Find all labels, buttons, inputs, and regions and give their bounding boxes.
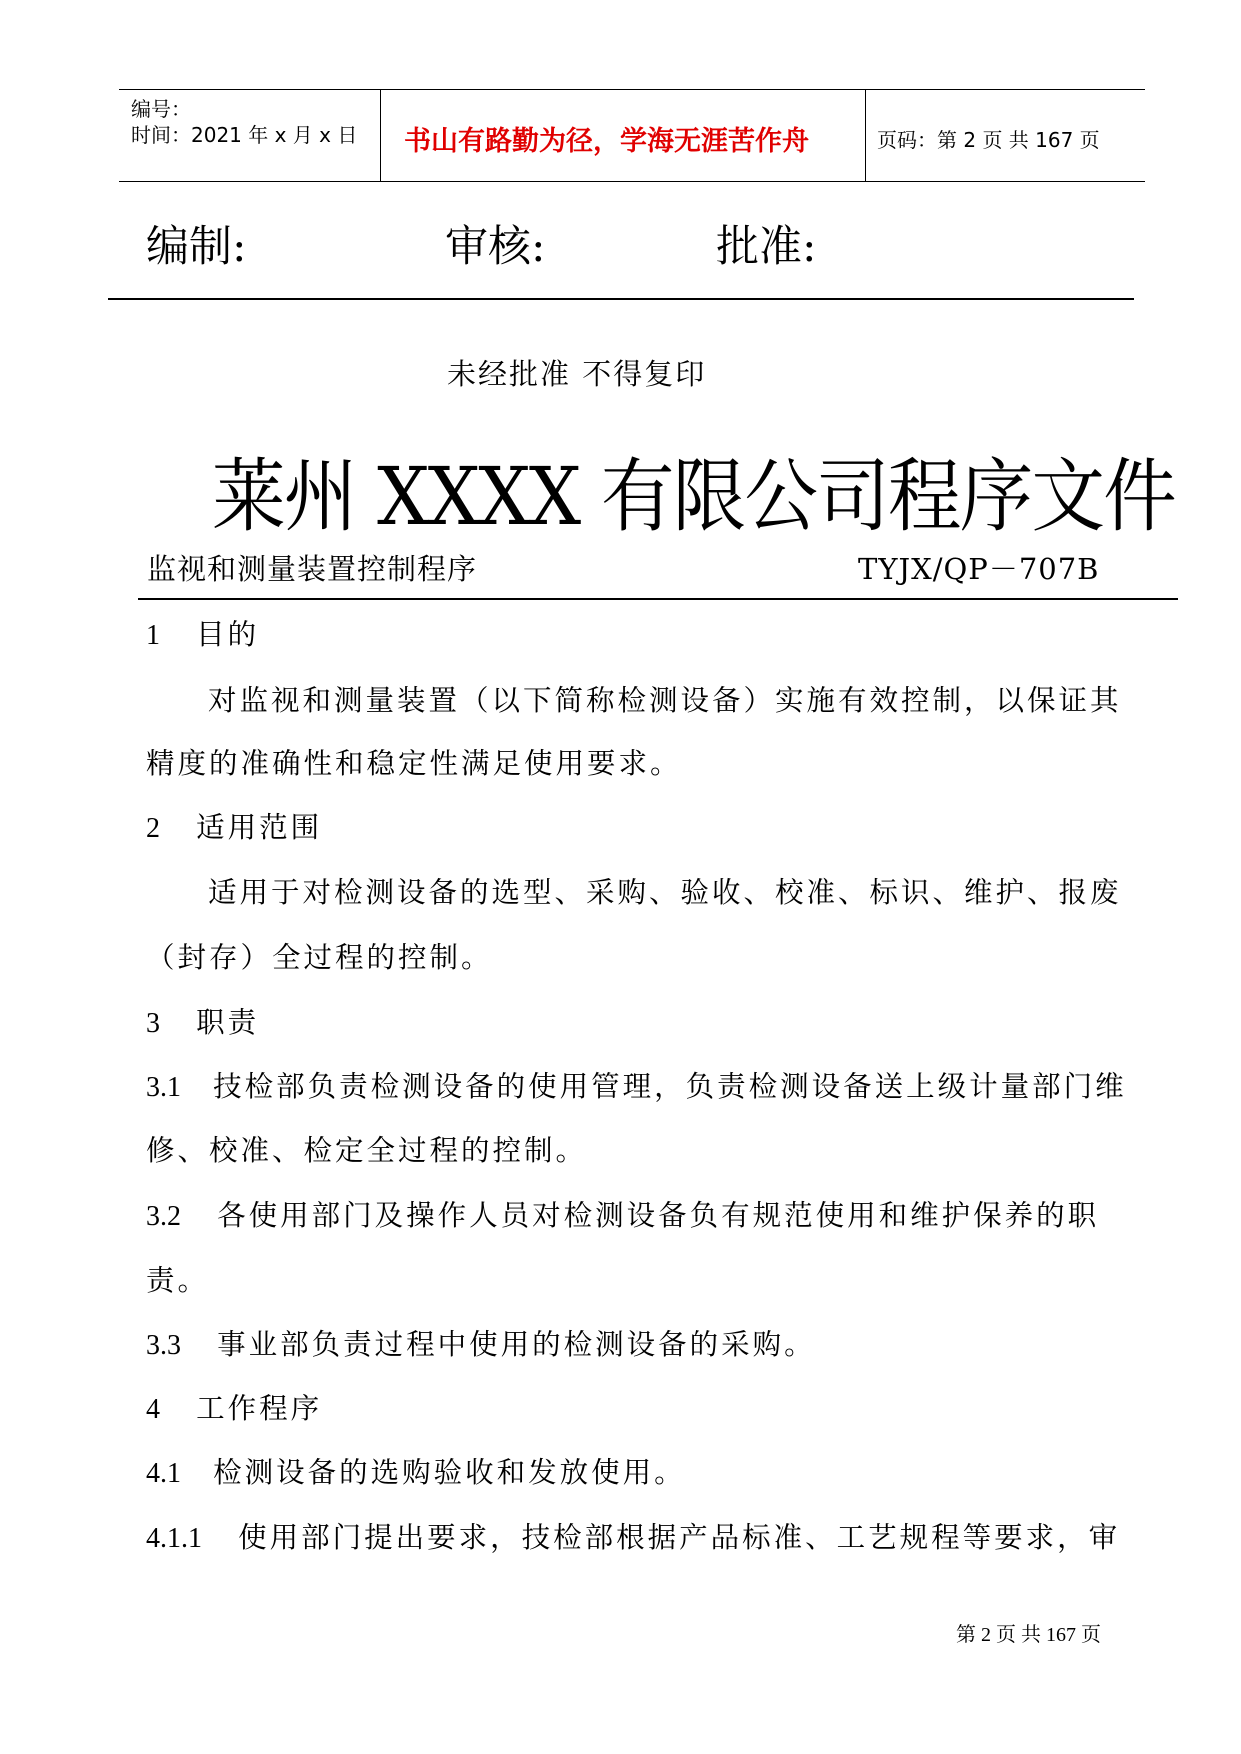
header-page-info: 页码：第 2 页 共 167 页 xyxy=(877,128,1100,152)
section-number: 1 xyxy=(146,620,160,651)
section-heading xyxy=(146,1386,322,1427)
paragraph-line xyxy=(146,1450,686,1491)
section-title: 适用范围 xyxy=(196,811,323,844)
sign-compile-label: 编制: xyxy=(146,222,247,272)
header-top-border xyxy=(119,89,1145,90)
procedure-code: TYJX/QP－707B xyxy=(858,552,1100,586)
clause-number: 3.1 xyxy=(146,1072,181,1103)
signature-rule xyxy=(108,298,1134,300)
section-number: 2 xyxy=(146,813,160,844)
section-heading xyxy=(146,1000,259,1041)
paragraph-line xyxy=(146,1515,1120,1556)
clause-number: 3.3 xyxy=(146,1330,181,1361)
copy-notice: 未经批准 不得复印 xyxy=(447,357,707,391)
header-divider-left xyxy=(380,89,381,181)
clause-text: 事业部负责过程中使用的检测设备的采购。 xyxy=(217,1328,816,1361)
section-heading xyxy=(146,612,259,653)
header-motto: 书山有路勤为径，学海无涯苦作舟 xyxy=(404,126,809,157)
clause-number: 3.2 xyxy=(146,1201,181,1232)
page-footer: 第 2 页 共 167 页 xyxy=(956,1624,1101,1646)
paragraph-line: 精度的准确性和稳定性满足使用要求。 xyxy=(146,747,682,780)
section-title: 职责 xyxy=(196,1006,260,1039)
paragraph-line xyxy=(146,1193,1099,1234)
header-bottom-border xyxy=(119,181,1145,182)
header-code-label: 编号： xyxy=(131,97,191,121)
section-title: 工作程序 xyxy=(196,1392,323,1425)
header-divider-right xyxy=(865,89,866,181)
clause-text: 各使用部门及操作人员对检测设备负有规范使用和维护保养的职 xyxy=(217,1199,1100,1232)
paragraph-line xyxy=(146,1064,1127,1105)
header-time-label: 时间：2021 年 x 月 x 日 xyxy=(131,123,358,147)
document-title: 莱州 XXXX 有限公司程序文件 xyxy=(212,450,1175,543)
section-number: 4 xyxy=(146,1394,160,1425)
clause-text: 检测设备的选购验收和发放使用。 xyxy=(213,1456,686,1489)
paragraph-line: 责。 xyxy=(146,1264,210,1297)
paragraph-line: （封存）全过程的控制。 xyxy=(146,941,493,974)
paragraph-line: 对监视和测量装置（以下简称检测设备）实施有效控制，以保证其 xyxy=(208,684,1122,717)
clause-number: 4.1 xyxy=(146,1458,181,1489)
paragraph-line xyxy=(146,1322,816,1363)
section-title: 目的 xyxy=(196,618,260,651)
procedure-name: 监视和测量装置控制程序 xyxy=(147,552,478,586)
sign-review-label: 审核: xyxy=(445,222,546,272)
title-rule xyxy=(138,598,1178,600)
paragraph-line: 修、校准、检定全过程的控制。 xyxy=(146,1134,588,1167)
section-heading xyxy=(146,805,322,846)
paragraph-line: 适用于对检测设备的选型、采购、验收、校准、标识、维护、报废 xyxy=(208,876,1122,909)
clause-number: 4.1.1 xyxy=(146,1523,202,1554)
clause-text: 技检部负责检测设备的使用管理，负责检测设备送上级计量部门维 xyxy=(213,1070,1127,1103)
section-number: 3 xyxy=(146,1008,160,1039)
sign-approve-label: 批准: xyxy=(716,222,817,272)
clause-text: 使用部门提出要求，技检部根据产品标准、工艺规程等要求，审 xyxy=(238,1521,1121,1554)
